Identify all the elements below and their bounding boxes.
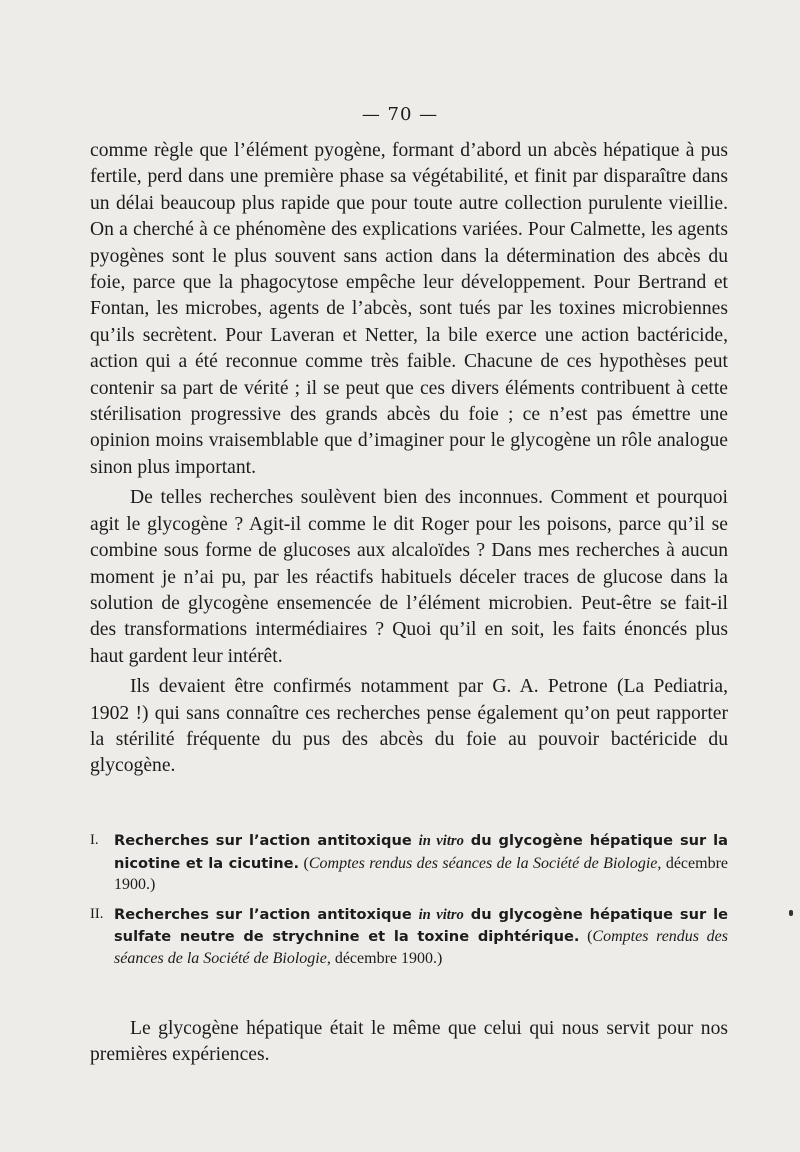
footnote-2-title-italic: in vitro [418,906,464,923]
footnote-1-title-italic: in vitro [418,833,464,849]
footnote-1-ref-open: ( [299,854,309,872]
footnote-2 [90,904,728,970]
main-body-text [90,138,728,780]
footnotes [90,830,728,977]
paragraph-3: Ils devaient être confirmés notamment par G. A. Petrone (La Pediatria, 1902 !) qui sans connaître ces recherches pense également qu’on peut rapporter la stérilité fréquente du pus des abcès du foie au pouvoir bactéricide du glycogène. [90,676,728,777]
footnote-2-ref-journal: Comptes rendus des séances de la Société de Biologie [114,928,728,967]
closing-paragraph: Le glycogène hépatique était le même que celui qui nous servit pour nos premières expériences. [90,1017,728,1065]
footnote-2-ref-open: ( [579,928,593,945]
footnote-1-ref-journal: Comptes rendus des séances de la Société de Biologie [308,854,658,872]
footnote-1-title-after: du glycogène hépatique sur la nicotine et la cicutine. [114,832,728,872]
footnote-1-marker: I. [90,832,99,848]
footnote-1-title-before: Recherches sur l’action antitoxique [114,832,419,849]
footnote-2-ref-date: , décembre 1900.) [326,949,443,967]
ink-speck [789,910,793,916]
footnote-2-title-after: du glycogène hépatique sur le sulfate neutre de strychnine et la toxine diphtérique. [114,905,728,945]
footnote-1 [90,830,728,896]
footnote-1-ref-date: , décembre 1900.) [114,854,728,893]
footnote-2-marker: II. [90,905,104,922]
paragraph-2: De telles recherches soulèvent bien des inconnues. Comment et pourquoi agit le glycogène ? Agit-il comme le dit Roger pour les poisons, parce qu’il se combine sous forme de glucoses aux alcaloïdes ? Dans mes recherches à aucun moment je n’ai pu, par les réactifs habituels déceler traces de glucose dans la solution de glycogène ensemencée de l’élément microbien. Peut-être se fait-il des transformations intermédiaires ? Quoi qu’il en soit, les faits énoncés plus haut gardent leur intérêt. [90,487,728,667]
footnote-2-title-before: Recherches sur l’action antitoxique [114,905,419,923]
paragraph-1: comme règle que l’élément pyogène, formant d’abord un abcès hépatique à pus fertile, perd dans une première phase sa végétabilité, et finit par disparaître dans un délai beaucoup plus rapide que pour toute autre collection purulente vieillie. On a cherché à ce phénomène des explications variées. Pour Calmette, les agents pyogènes sont le plus souvent sans action dans la détermination des abcès du foie, parce que la phagocytose empêche leur développement. Pour Bertrand et Fontan, les microbes, agents de l’abcès, sont tués par les toxines microbiennes qu’ils secrètent. Pour Laveran et Netter, la bile exerce une action bactéricide, action qui a été reconnue comme très faible. Chacune de ces hypothèses peut contenir sa part de vérité ; il se peut que ces divers éléments contribuent à cette stérilisation progressive des grands abcès du foie ; ce n’est pas émettre une opinion moins vraisemblable que d’imaginer pour le glycogène un rôle analogue sinon plus important. [90,140,728,478]
page-number: — 70 — [361,104,439,125]
